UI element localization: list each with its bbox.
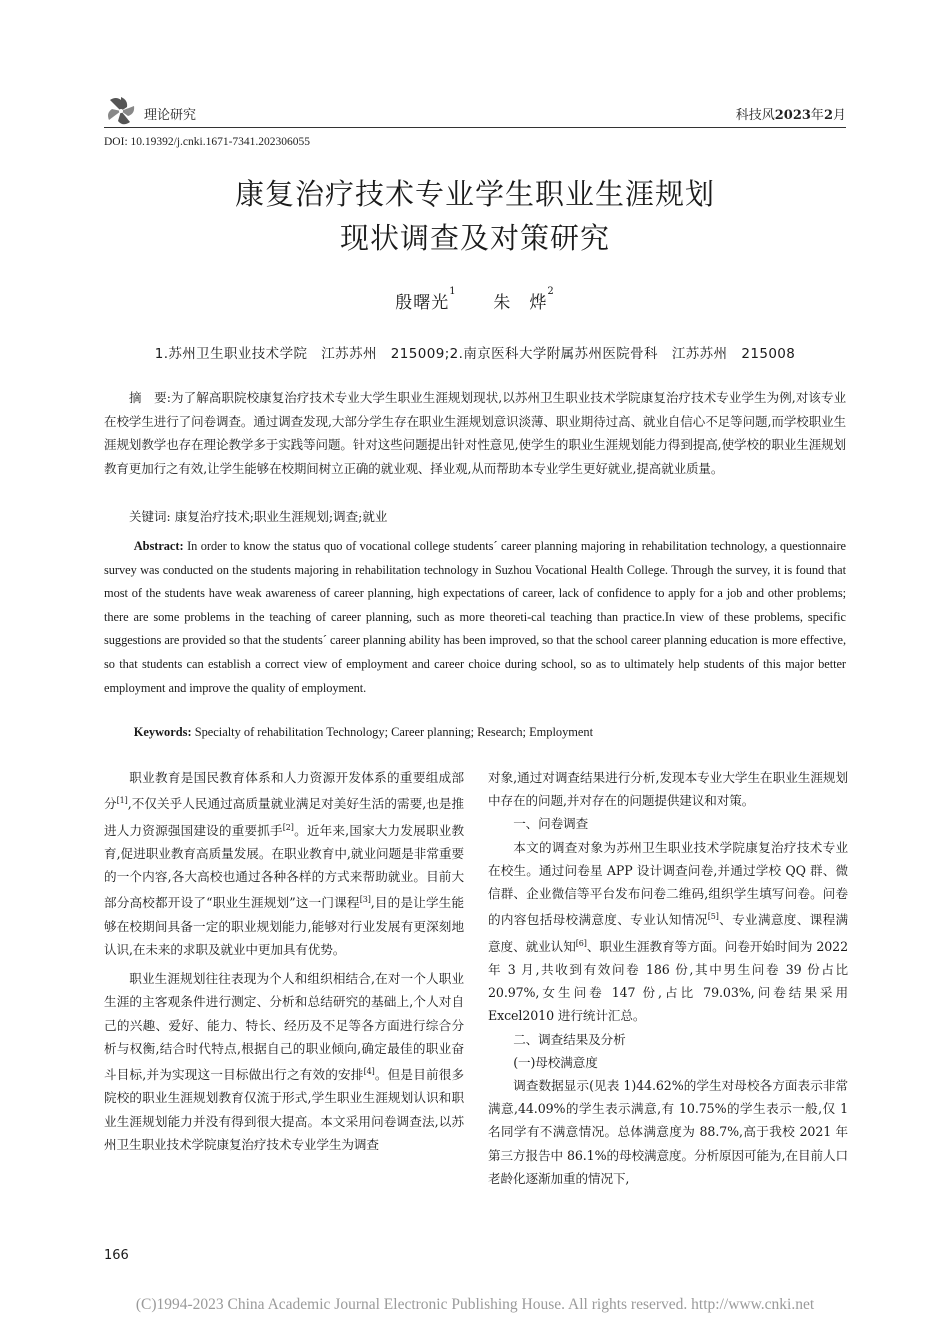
body-paragraph: 职业教育是国民教育体系和人力资源开发体系的重要组成部分[1],不仅关乎人民通过高质量就业满足对美好生活的需要,也是推进人力资源强国建设的重要抓手[2]。近年来,国家大力发展职业教育,促进职业教育高质量发展。在职业教育中,就业问题是非常重要的一个内容,各大高校也通过各种各样的方式来帮助就业。目前大部分高校都开设了“职业生涯规划”这一门课程[3],目的是让学生能够在校期间具备一定的职业规划能力,能够对行业发展有更深刻地认识,在未来的求职及就业中更加具有优势。 [104,770,464,957]
body-paragraph: 本文的调查对象为苏州卫生职业技术学院康复治疗技术专业在校生。通过问卷星 APP 设计调查问卷,并通过学校 QQ 群、微信群、企业微信等平台发布问卷二维码,组织学生填写问卷。问卷的内容包括母校满意度、专业认知情况[5]、专业满意度、课程满意度、就业认知[6]、职业生涯教育等方面。问卷开始时间为 2022 年 3 月,共收到有效问卷 186 份,其中男生问卷 39 份占比 20.97%,女生问卷 147 份,占比 79.03%,问卷结果采用 Excel2010 进行统计汇总。 [488,839,848,1024]
journal-issue: 科技风2023年2月 [735,108,846,123]
article-title [104,172,846,260]
keywords-en-label: Keywords: [133,725,192,739]
abstract-cn-label: 摘 要: [129,390,171,405]
body-paragraph: 对象,通过对调查结果进行分析,发现本专业大学生在职业生涯规划中存在的问题,并对存在的问题提供建议和对策。 [488,770,848,809]
title-line-1: 康复治疗技术专业学生职业生涯规划 [234,177,715,211]
citation-ref: [2] [282,822,294,832]
body-column-left [104,766,464,1156]
body-paragraph: 职业生涯规划往往表现为个人和组织相结合,在对一个人职业生涯的主客观条件进行测定、分析和总结研究的基础上,个人对自己的兴趣、爱好、能力、特长、经历及不足等各方面进行综合分析与权衡,结合时代特点,根据自己的职业倾向,确定最佳的职业奋斗目标,并为实现这一目标做出行之有效的安排[4]。但是目前很多院校的职业生涯规划教育仅流于形式,学生职业生涯规划认识和职业生涯规划能力并没有得到很大提高。本文采用问卷调查法,以苏州卫生职业技术学院康复治疗技术专业学生为调查 [104,971,464,1152]
abstract-cn-text: 为了解高职院校康复治疗技术专业大学生职业生涯规划现状,以苏州卫生职业技术学院康复治疗技术专业学生为例,对该专业在校学生进行了问卷调查。通过调查发现,大部分学生存在职业生涯规划意识淡薄、职业期待过高、就业自信心不足等问题,而学校职业生涯规划教学也存在理论教学多于实践等问题。针对这些问题提出针对性意见,使学生的职业生涯规划能力得到提高,使学校的职业生涯规划教育更加行之有效,让学生能够在校期间树立正确的就业观、择业观,从而帮助本专业学生更好就业,提高就业质量。 [104,390,847,476]
body-column-right [488,766,848,1190]
keywords-en-text: Specialty of rehabilitation Technology; Career planning; Research; Employment [194,725,594,739]
section-label: 理论研究 [144,108,197,123]
subsection-heading: (一)母校满意度 [513,1054,598,1070]
author-1: 殷曙光 [395,293,450,313]
abstract-en-text: In order to know the status quo of vocational college students´ career planning majoring in rehabilitation technology, a questionnaire survey was conducted on the students majoring in rehabilitation technology in Suzhou Vocational Health College. Through the survey, it is found that most of the students have weak awareness of career planning, high expectations of career, lack of confidence to apply for a job and other problems; there are some problems in the teaching of career planning, such as more theoreti-cal teaching than practice.In view of these problems, specific suggestions are provided so that the students´ career planning ability has been improved, so that the school career planning education is more effective, so that students can establish a correct view of employment and career choice during school, so as to ultimately help students of this major better employment and improve the quality of employment. [104,539,846,695]
keywords-en [104,721,846,744]
page-header [104,94,846,128]
author-2: 朱 烨 [493,293,548,313]
citation-ref: [6] [575,938,587,948]
keywords-cn-text: 康复治疗技术;职业生涯规划;调查;就业 [174,509,388,524]
page-number: 166 [104,1248,129,1263]
keywords-cn [104,505,846,528]
citation-ref: [4] [363,1067,375,1076]
section-heading: 一、问卷调查 [513,816,589,832]
doi-line: DOI: 10.19392/j.cnki.1671-7341.202306055 [104,136,311,148]
citation-ref: [3] [359,895,371,905]
abstract-cn [104,386,846,480]
citation-ref: [1] [116,796,128,806]
section-heading: 二、调查结果及分析 [513,1031,626,1047]
pinwheel-logo-icon [104,94,138,128]
abstract-en-label: Abstract: [133,539,184,553]
copyright-watermark: (C)1994-2023 China Academic Journal Electronic Publishing House. All rights reserved. http://www.cnki.net [135,1296,815,1313]
title-line-2: 现状调查及对策研究 [339,221,610,255]
author-1-sup: 1 [449,286,457,297]
author-line [104,288,846,313]
body-paragraph: 调查数据显示(见表 1)44.62%的学生对母校各方面表示非常满意,44.09%的学生表示满意,有 10.75%的学生表示一般,仅 1 名同学有不满意情况。总体满意度为 88.7%,高于我校 2021 年第三方报告中 86.1%的母校满意度。分析原因可能为,在目前人口老龄化逐渐加重的情况下, [488,1078,848,1186]
keywords-cn-label: 关键词: [129,509,171,524]
header-rule [104,127,846,128]
affiliation-line: 1.苏州卫生职业技术学院 江苏苏州 215009;2.南京医科大学附属苏州医院骨科 江苏苏州 215008 [154,346,796,362]
author-2-sup: 2 [547,286,555,297]
abstract-en [104,535,846,700]
citation-ref: [5] [707,912,719,922]
